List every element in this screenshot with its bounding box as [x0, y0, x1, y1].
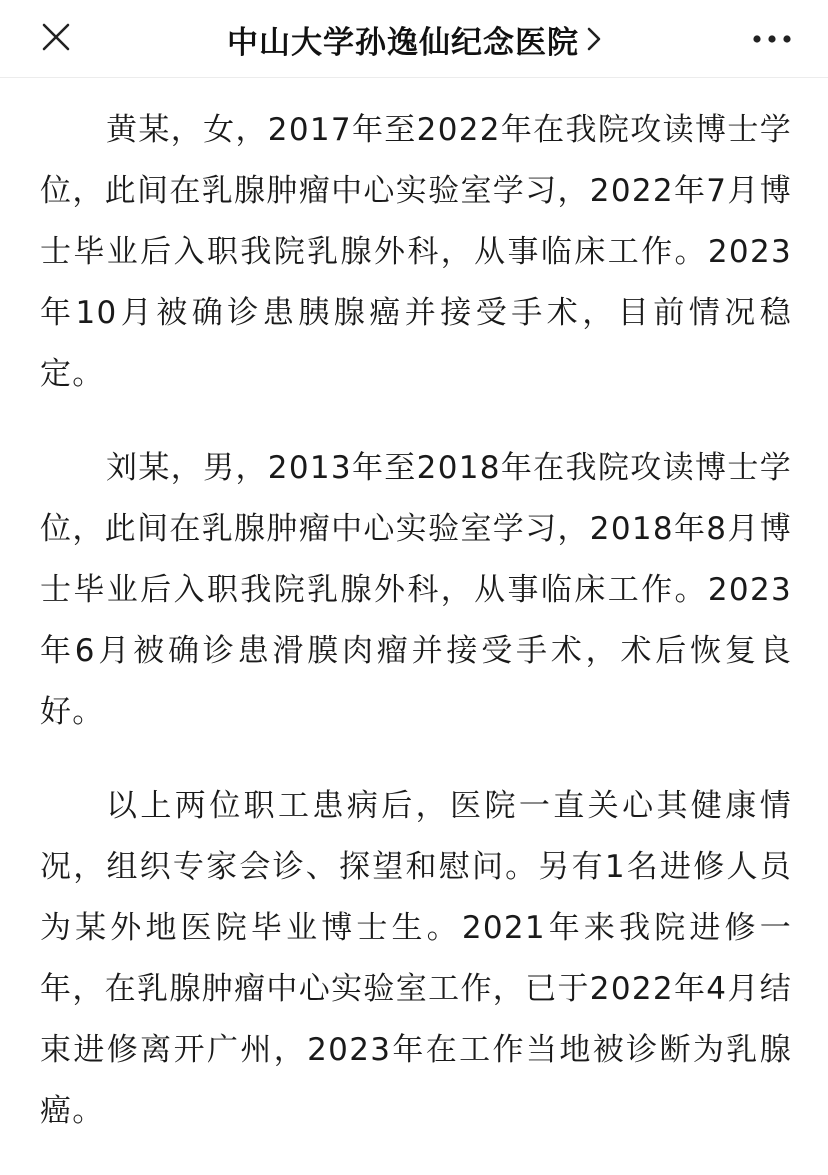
page-title: 中山大学孙逸仙纪念医院: [227, 24, 579, 61]
article-paragraph: 刘某，男，2013年至2018年在我院攻读博士学位，此间在乳腺肿瘤中心实验室学习，2018年8月博士毕业后入职我院乳腺外科，从事临床工作。2023年6月被确诊患滑膜肉瘤并接受手术，术后恢复良好。: [40, 450, 792, 730]
more-button[interactable]: [750, 19, 794, 59]
top-nav-bar: [0, 0, 828, 78]
more-horizontal-icon: [752, 34, 792, 44]
article-paragraph: 黄某，女，2017年至2022年在我院攻读博士学位，此间在乳腺肿瘤中心实验室学习，2022年7月博士毕业后入职我院乳腺外科，从事临床工作。2023年10月被确诊患胰腺癌并接受手术，目前情况稳定。: [40, 112, 792, 392]
account-title-link[interactable]: [140, 0, 688, 78]
close-button[interactable]: [36, 17, 76, 57]
article-paragraph: 以上两位职工患病后，医院一直关心其健康情况，组织专家会诊、探望和慰问。另有1名进修人员为某外地医院毕业博士生。2021年来我院进修一年，在乳腺肿瘤中心实验室工作，已于2022年4月结束进修离开广州，2023年在工作当地被诊断为乳腺癌。: [40, 788, 792, 1129]
chevron-right-icon: [587, 27, 601, 51]
article-body: [40, 100, 792, 1175]
close-icon: [41, 22, 71, 52]
